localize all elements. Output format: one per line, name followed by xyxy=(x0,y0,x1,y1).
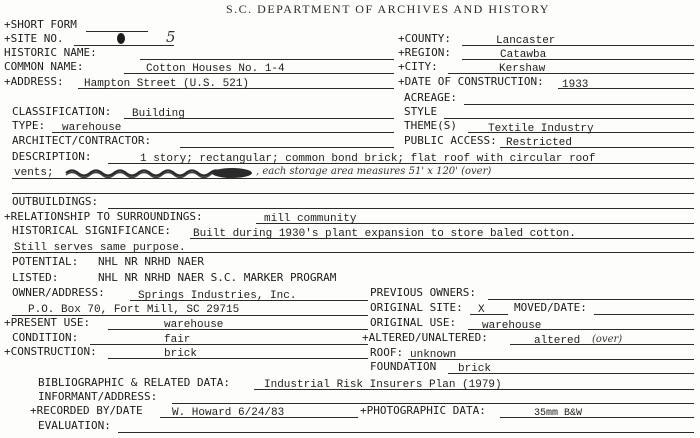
region-line xyxy=(462,59,694,60)
significance-value-2: Still serves same purpose. xyxy=(14,242,186,254)
previous-owners-label: PREVIOUS OWNERS: xyxy=(370,286,476,299)
type-label: TYPE: xyxy=(12,119,46,132)
listed-label: LISTED: xyxy=(12,271,59,284)
photographic-value: 35mm B&W xyxy=(534,408,583,419)
potential-label: POTENTIAL: xyxy=(12,255,79,268)
scribbled-out-text xyxy=(62,166,258,180)
classification-value: Building xyxy=(132,108,185,120)
outbuildings-line xyxy=(108,208,694,209)
roof-value: unknown xyxy=(410,349,457,361)
address-label: +ADDRESS: xyxy=(4,75,64,88)
form-header: S.C. DEPARTMENT OF ARCHIVES AND HISTORY xyxy=(226,2,550,16)
photographic-line xyxy=(500,417,694,418)
bibliographic-label: BIBLIOGRAPHIC & RELATED DATA: xyxy=(38,376,231,389)
roof-label: ROOF: xyxy=(370,346,404,359)
style-label: STYLE xyxy=(404,105,438,118)
architect-label: ARCHITECT/CONTRACTOR: xyxy=(12,134,152,147)
style-line xyxy=(444,118,694,119)
original-site-line xyxy=(470,314,508,315)
original-site-value: X xyxy=(478,304,485,316)
moved-date-label: MOVED/DATE: xyxy=(514,301,587,314)
outbuildings-label: OUTBUILDINGS: xyxy=(12,195,99,208)
type-value: warehouse xyxy=(62,122,122,134)
short-form-label: +SHORT FORM xyxy=(4,18,77,31)
date-of-construction-value: 1933 xyxy=(562,79,589,91)
description-label: DESCRIPTION: xyxy=(12,150,92,163)
county-value: Lancaster xyxy=(496,35,556,47)
present-use-line xyxy=(108,329,368,330)
city-value: Kershaw xyxy=(499,63,546,75)
construction-value: brick xyxy=(164,348,198,360)
city-line xyxy=(448,73,694,74)
condition-value: fair xyxy=(164,334,191,346)
public-access-label: PUBLIC ACCESS: xyxy=(404,134,497,147)
description-value-1: 1 story; rectangular; common bond brick; flat roof with circular roof xyxy=(140,153,596,165)
site-no-label: +SITE NO. xyxy=(4,32,64,45)
altered-value: altered xyxy=(534,335,581,347)
present-use-label: +PRESENT USE: xyxy=(4,316,91,329)
themes-label: THEME(S) xyxy=(404,119,457,132)
potential-options: NHL NR NRHD NAER xyxy=(98,255,204,268)
city-label: +CITY: xyxy=(398,60,438,73)
informant-label: INFORMANT/ADDRESS: xyxy=(38,390,158,403)
themes-value: Textile Industry xyxy=(488,123,594,135)
acreage-label: ACREAGE: xyxy=(404,91,457,104)
original-use-value: warehouse xyxy=(482,320,542,332)
foundation-label: FOUNDATION xyxy=(370,360,437,373)
owner-label: OWNER/ADDRESS: xyxy=(12,286,105,299)
public-access-value: Restricted xyxy=(506,137,573,149)
acreage-line xyxy=(464,104,694,105)
blacked-out-digit xyxy=(117,33,125,44)
classification-label: CLASSIFICATION: xyxy=(12,105,112,118)
construction-line xyxy=(108,358,368,359)
original-use-label: ORIGINAL USE: xyxy=(370,316,457,329)
altered-handwritten: (over) xyxy=(592,334,623,345)
common-name-label: COMMON NAME: xyxy=(4,60,84,73)
description-value-2: vents; xyxy=(14,167,54,179)
original-site-label: ORIGINAL SITE: xyxy=(370,301,463,314)
date-of-construction-label: +DATE OF CONSTRUCTION: xyxy=(398,75,544,88)
moved-date-line xyxy=(594,314,694,315)
owner-value-1: Springs Industries, Inc. xyxy=(138,290,297,302)
significance-value-1: Built during 1930's plant expansion to store baled cotton. xyxy=(193,228,576,240)
county-label: +COUNTY: xyxy=(398,32,451,45)
architect-line xyxy=(180,147,394,148)
historic-name-label: HISTORIC NAME: xyxy=(4,46,97,59)
foundation-value: brick xyxy=(458,363,492,375)
region-value: Catawba xyxy=(500,49,547,61)
present-use-value: warehouse xyxy=(164,319,224,331)
common-name-value: Cotton Houses No. 1-4 xyxy=(146,63,285,75)
condition-label: CONDITION: xyxy=(12,331,79,344)
construction-label: +CONSTRUCTION: xyxy=(4,345,97,358)
condition-line xyxy=(90,344,368,345)
significance-label: HISTORICAL SIGNIFICANCE: xyxy=(12,224,171,237)
relationship-value: mill community xyxy=(264,213,357,225)
bibliographic-value: Industrial Risk Insurers Plan (1979) xyxy=(264,379,502,391)
altered-label: +ALTERED/UNALTERED: xyxy=(362,331,488,344)
evaluation-line xyxy=(118,432,694,433)
listed-options: NHL NR NRHD NAER S.C. MARKER PROGRAM xyxy=(98,271,337,284)
evaluation-label: EVALUATION: xyxy=(38,419,111,432)
address-value: Hampton Street (U.S. 521) xyxy=(84,78,250,90)
region-label: +REGION: xyxy=(398,46,451,59)
historic-name-line xyxy=(140,59,394,60)
description-handwritten: , each storage area measures 51' x 120' (over) xyxy=(256,166,492,177)
previous-owners-line xyxy=(488,299,694,300)
photographic-label: +PHOTOGRAPHIC DATA: xyxy=(360,404,486,417)
short-form-line xyxy=(86,31,148,32)
owner-value-2: P.O. Box 70, Fort Mill, SC 29715 xyxy=(28,304,240,316)
recorded-by-label: +RECORDED BY/DATE xyxy=(30,404,143,417)
blank-line-1 xyxy=(12,193,694,194)
recorded-by-value: W. Howard 6/24/83 xyxy=(172,407,285,419)
site-no-value: 5 xyxy=(166,28,176,46)
relationship-label: +RELATIONSHIP TO SURROUNDINGS: xyxy=(4,210,203,223)
